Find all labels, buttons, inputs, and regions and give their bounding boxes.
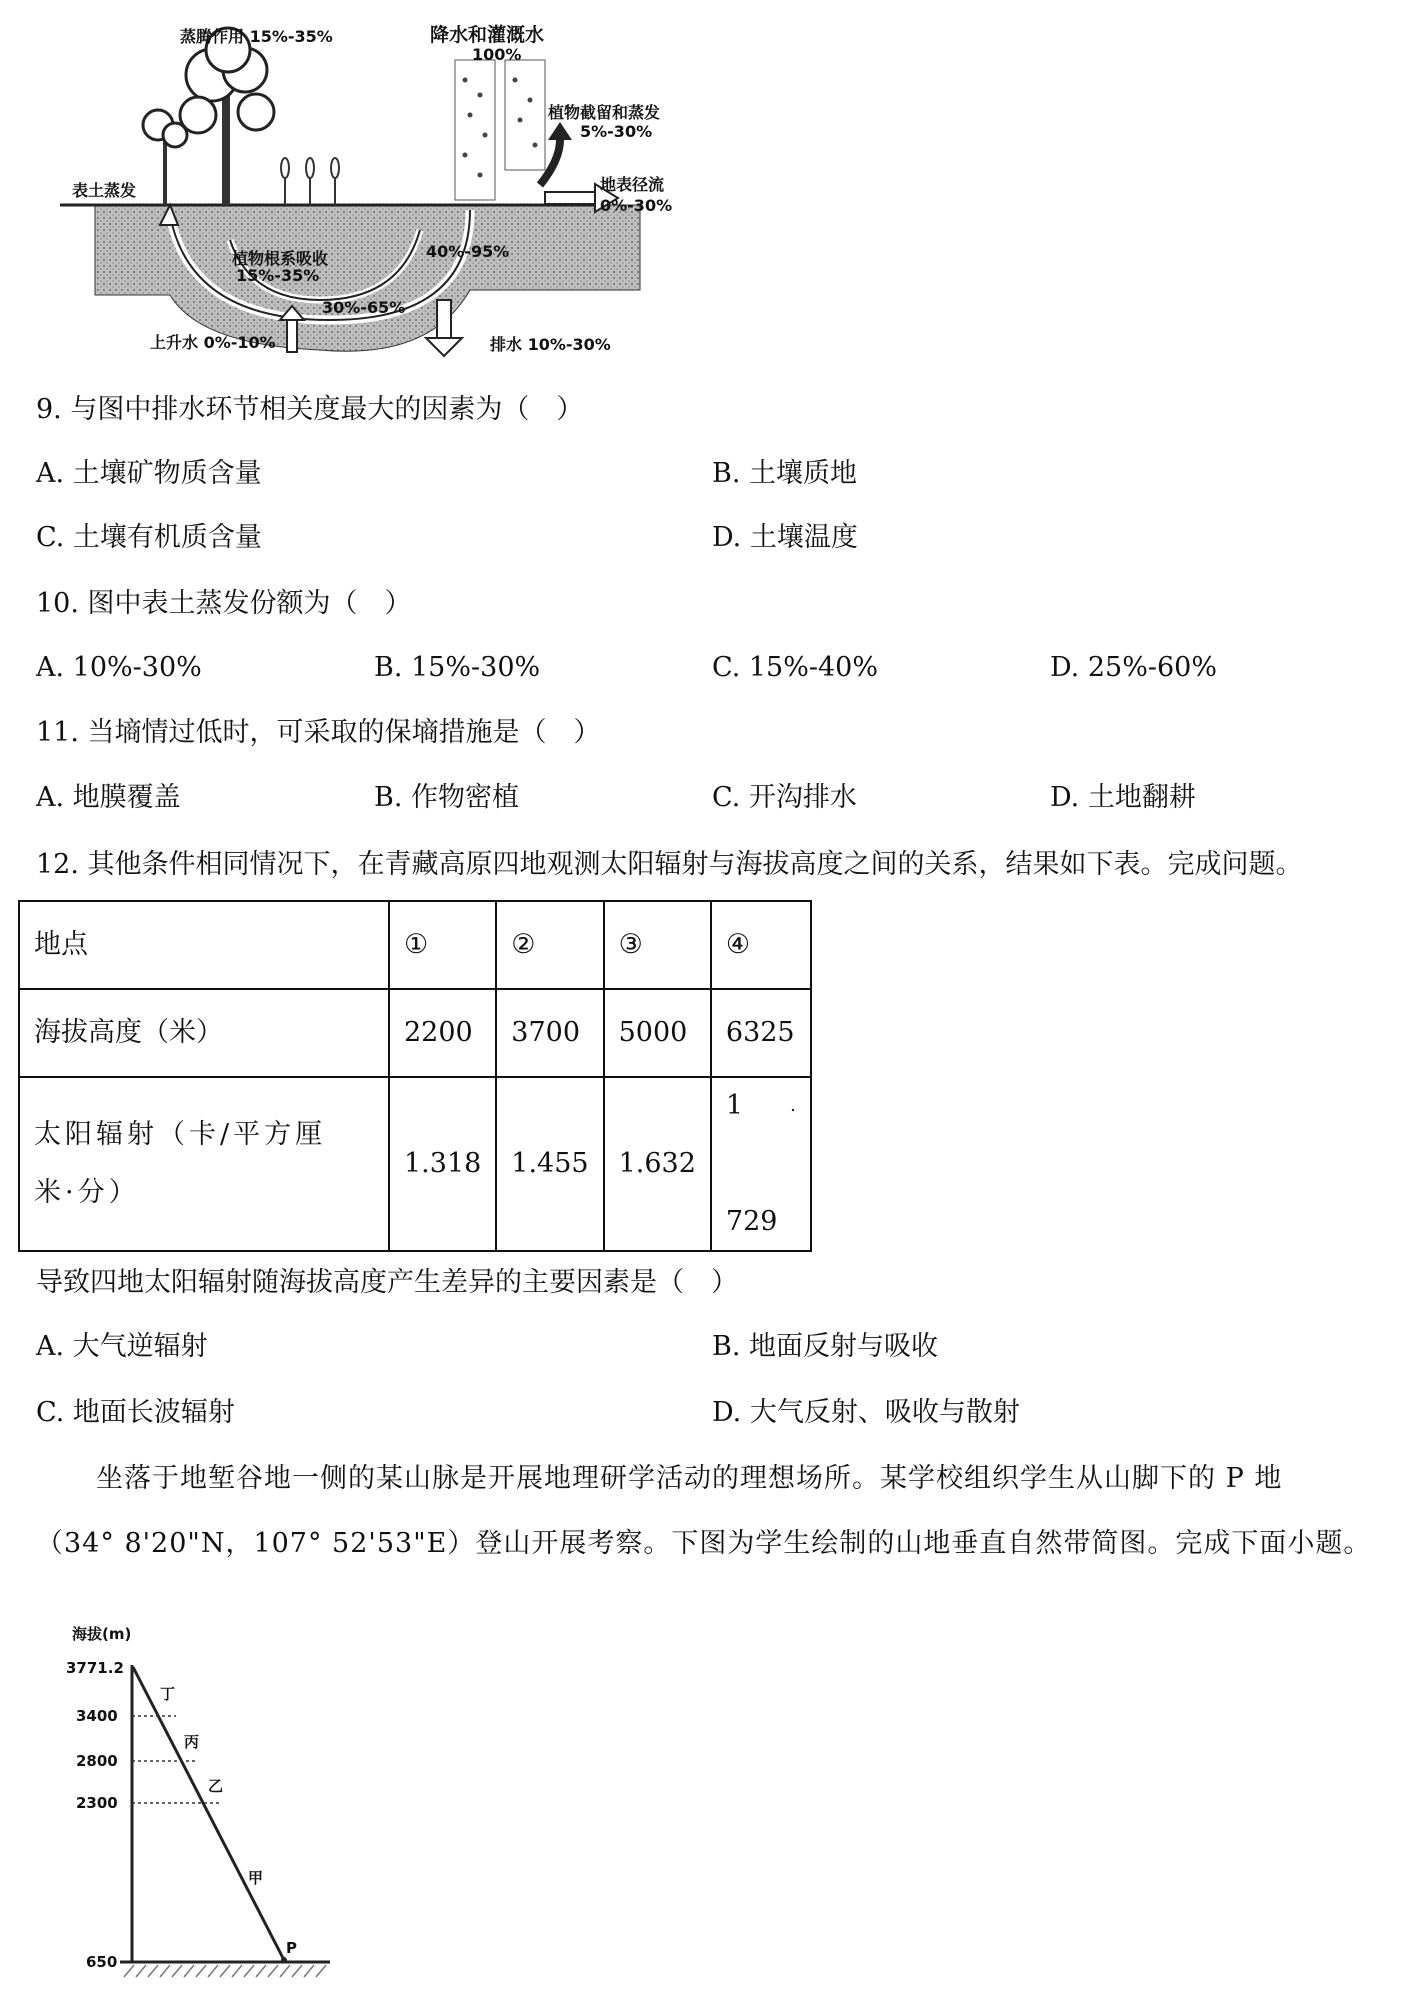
radiation-last-bottom: 729 [725,1206,778,1237]
q9-option-d[interactable]: D. 土壤温度 [712,522,858,553]
table-cell [711,1077,811,1251]
q11-stem: 11. 当墒情过低时，可采取的保墒措施是（ ） [36,717,601,748]
upward-water-label: 上升水 0%-10% [150,333,276,352]
interception-value: 5%-30% [580,122,653,141]
table-cell: 5000 [604,989,711,1077]
point-p-label: P [286,1939,297,1957]
table-cell: 1.318 [389,1077,496,1251]
zone-label-yi: 乙 [208,1777,224,1795]
tick-label: 2300 [76,1794,118,1812]
radiation-label-line1: 太阳辐射（卡/平方厘 [34,1119,327,1150]
q12-option-a[interactable]: A. 大气逆辐射 [36,1331,208,1362]
surface-runoff-title: 地表径流 [600,175,665,194]
vertical-zone-diagram [60,1615,360,1995]
table-cell: ④ [711,901,811,989]
table-cell: 1.455 [496,1077,603,1251]
zone-label-jia: 甲 [248,1869,264,1887]
q12-option-b[interactable]: B. 地面反射与吸收 [712,1331,939,1362]
q11-option-d[interactable]: D. 土地翻耕 [1050,782,1196,813]
axis-title: 海拔(m) [72,1625,132,1643]
tick-label: 3771.2 [66,1659,124,1677]
q10-option-a[interactable]: A. 10%-30% [36,652,202,683]
zone-label-ding: 丁 [160,1685,176,1703]
q9-stem: 9. 与图中排水环节相关度最大的因素为（ ） [36,394,584,425]
table-cell: 地点 [19,901,389,989]
table-row [19,1077,811,1251]
interception-title: 植物截留和蒸发 [548,103,661,122]
tick-label: 2800 [76,1752,118,1770]
table-cell: 2200 [389,989,496,1077]
q12-option-c[interactable]: C. 地面长波辐射 [36,1397,235,1428]
root-uptake-value: 15%-35% [236,266,320,285]
q12-stem: 12. 其他条件相同情况下，在青藏高原四地观测太阳辐射与海拔高度之间的关系，结果如下表。完成问题。 [36,849,1303,880]
q10-stem: 10. 图中表土蒸发份额为（ ） [36,588,412,619]
q9-option-a[interactable]: A. 土壤矿物质含量 [36,458,262,489]
table-cell: ③ [604,901,711,989]
table-cell: ① [389,901,496,989]
q10-option-b[interactable]: B. 15%-30% [374,652,541,683]
q12-option-d[interactable]: D. 大气反射、吸收与散射 [712,1397,1020,1428]
drainage-label: 排水 10%-30% [490,335,611,354]
table-cell: 3700 [496,989,603,1077]
radiation-last-top: 1 [725,1090,744,1121]
q11-option-b[interactable]: B. 作物密植 [374,782,520,813]
table-cell: ② [496,901,603,989]
precipitation-title: 降水和灌溉水 [430,24,545,46]
table-row [19,989,811,1077]
q11-option-c[interactable]: C. 开沟排水 [712,782,857,813]
zone-label-bing: 丙 [184,1733,200,1751]
radiation-table [18,900,812,1252]
q9-option-b[interactable]: B. 土壤质地 [712,458,858,489]
q9-option-c[interactable]: C. 土壤有机质含量 [36,522,262,553]
q12-ask: 导致四地太阳辐射随海拔高度产生差异的主要因素是（ ） [36,1267,738,1298]
passage-line-1: 坐落于地堑谷地一侧的某山脉是开展地理研学活动的理想场所。某学校组织学生从山脚下的 P 地 [96,1463,1283,1494]
root-uptake-title: 植物根系吸收 [232,249,329,268]
tick-label: 650 [86,1953,118,1971]
table-row [19,901,811,989]
infiltration-label: 40%-95% [426,242,510,261]
middle-flow-label: 30%-65% [322,298,406,317]
surface-runoff-value: 0%-30% [600,196,673,215]
tick-label: 3400 [76,1707,118,1725]
radiation-last-dot: . [790,1095,796,1116]
table-cell: 海拔高度（米） [19,989,389,1077]
table-cell [19,1077,389,1251]
soil-water-diagram [0,0,700,360]
table-cell: 1.632 [604,1077,711,1251]
q11-option-a[interactable]: A. 地膜覆盖 [36,782,181,813]
q10-option-c[interactable]: C. 15%-40% [712,652,879,683]
radiation-label-line2: 米·分） [34,1177,140,1208]
transpiration-label: 蒸腾作用 15%-35% [180,27,333,46]
passage-line-2: （34° 8'20"N，107° 52'53"E）登山开展考察。下图为学生绘制的山地垂直自然带简图。完成下面小题。 [36,1528,1372,1559]
precipitation-value: 100% [472,45,522,64]
q10-option-d[interactable]: D. 25%-60% [1050,652,1217,683]
table-cell: 6325 [711,989,811,1077]
topsoil-evap-label: 表土蒸发 [72,181,137,200]
